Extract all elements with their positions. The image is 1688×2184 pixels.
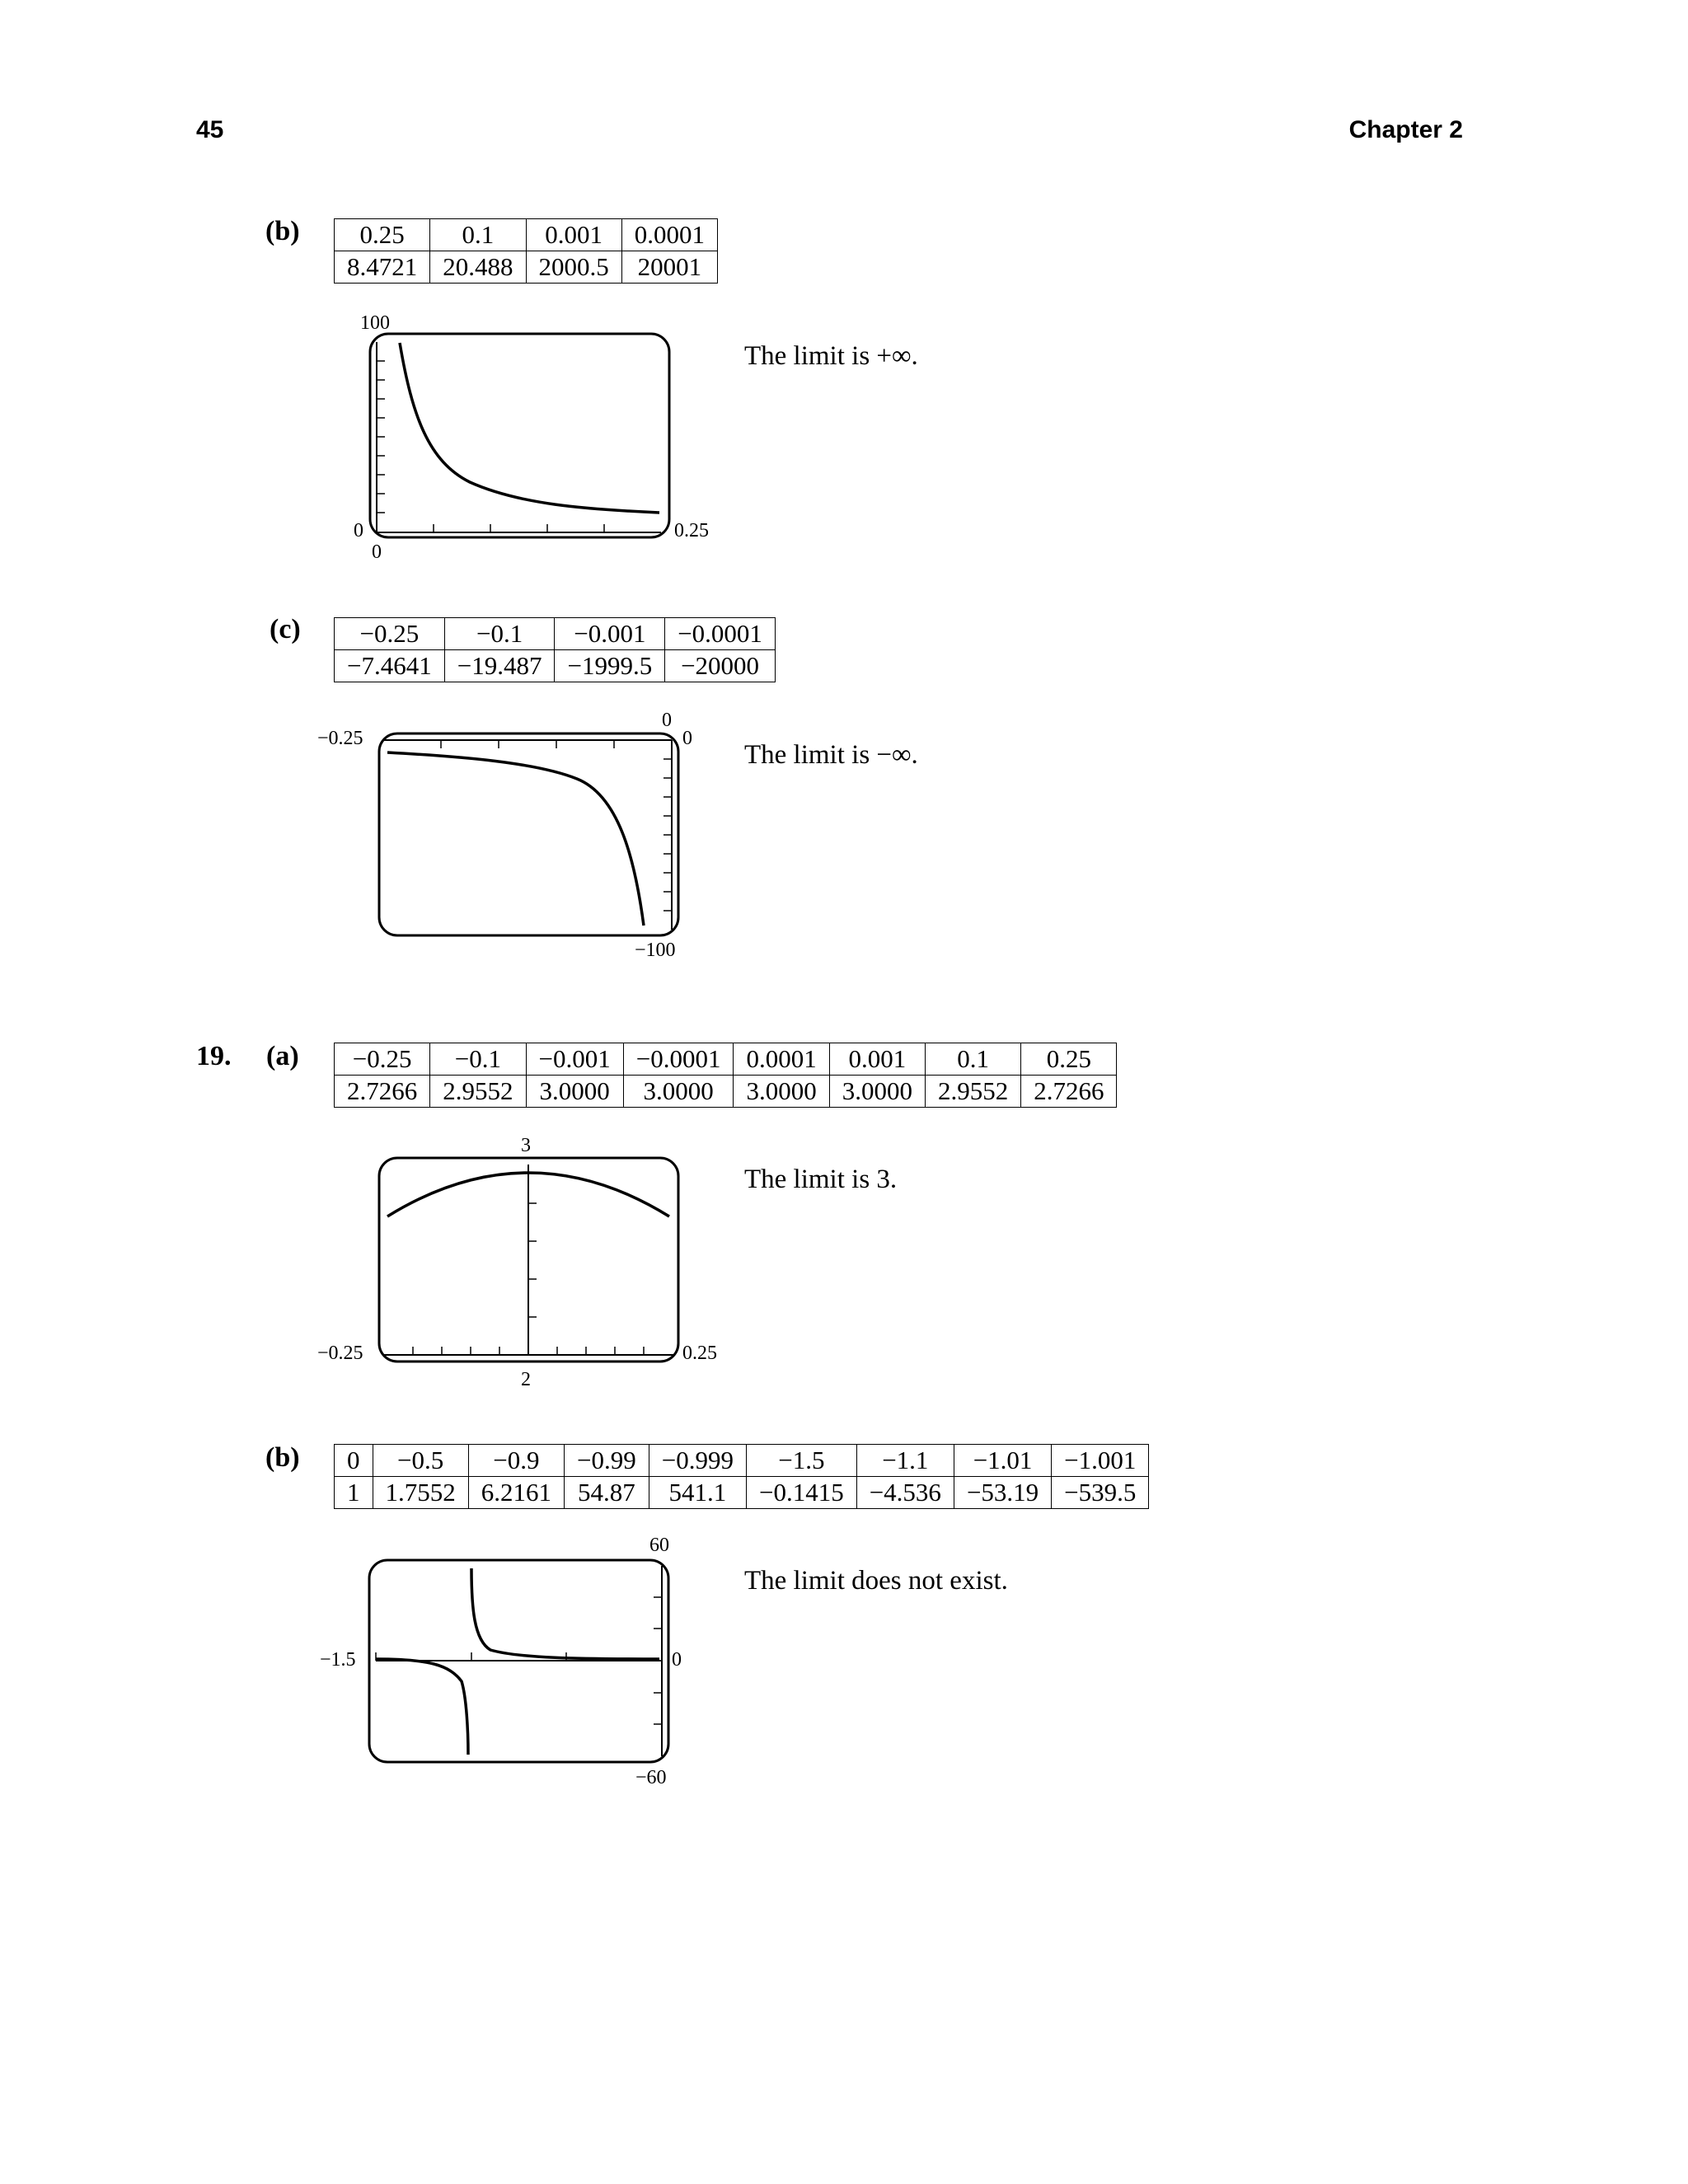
table-cell: 20.488 xyxy=(430,251,526,284)
part-a-label: (a) xyxy=(266,1041,299,1071)
table-cell: 0.25 xyxy=(335,219,430,251)
table-cell: 541.1 xyxy=(649,1477,746,1509)
table-cell: −1.1 xyxy=(856,1445,954,1477)
caption-18c: The limit is −∞. xyxy=(744,740,918,770)
x-max-label: 0 xyxy=(682,728,692,749)
table-cell: −1.01 xyxy=(954,1445,1051,1477)
table-cell: −20000 xyxy=(665,650,776,682)
table-cell: 1.7552 xyxy=(373,1477,468,1509)
part-c-label: (c) xyxy=(270,614,301,644)
function-curve-left xyxy=(376,1659,468,1755)
y-max-label: 60 xyxy=(649,1535,669,1556)
x-min-label: −0.25 xyxy=(317,728,363,749)
table-cell: 0.1 xyxy=(925,1043,1020,1076)
caption-19b: The limit does not exist. xyxy=(744,1566,1008,1596)
x-min-label: −1.5 xyxy=(320,1649,356,1671)
table-cell: −0.0001 xyxy=(665,618,776,650)
page-number: 45 xyxy=(196,116,224,143)
table-cell: 8.4721 xyxy=(335,251,430,284)
table-cell: 2.7266 xyxy=(1021,1076,1117,1108)
table-cell: −0.001 xyxy=(526,1043,623,1076)
x-max-label: 0.25 xyxy=(674,520,709,541)
table-cell: −7.4641 xyxy=(335,650,445,682)
table-cell: 0.0001 xyxy=(734,1043,829,1076)
table-cell: −0.0001 xyxy=(623,1043,734,1076)
table-cell: −539.5 xyxy=(1052,1477,1149,1509)
table-cell: 3.0000 xyxy=(623,1076,734,1108)
table-cell: 1 xyxy=(335,1477,373,1509)
table-cell: −0.1 xyxy=(444,618,555,650)
table-cell: 3.0000 xyxy=(526,1076,623,1108)
table-cell: 2.7266 xyxy=(335,1076,430,1108)
x-min-label: −0.25 xyxy=(317,1343,363,1364)
y-min-label: −100 xyxy=(635,940,676,961)
table-cell: −1999.5 xyxy=(555,650,665,682)
table-cell: 0.001 xyxy=(526,219,621,251)
table-cell: −0.999 xyxy=(649,1445,746,1477)
table-cell: 3.0000 xyxy=(829,1076,925,1108)
table-cell: 2000.5 xyxy=(526,251,621,284)
table-cell: −53.19 xyxy=(954,1477,1051,1509)
caption-19a: The limit is 3. xyxy=(744,1165,898,1194)
table-cell: 0.0001 xyxy=(621,219,717,251)
problem-number: 19. xyxy=(196,1041,232,1071)
table-cell: 54.87 xyxy=(565,1477,649,1509)
table-cell: −19.487 xyxy=(444,650,555,682)
y-min-label: 2 xyxy=(521,1369,531,1390)
table-cell: −1.001 xyxy=(1052,1445,1149,1477)
table-cell: 0.25 xyxy=(1021,1043,1117,1076)
caption-18b: The limit is +∞. xyxy=(744,341,918,371)
y-max-label: 0 xyxy=(662,710,672,731)
table-cell: −0.1 xyxy=(430,1043,526,1076)
table-cell: −4.536 xyxy=(856,1477,954,1509)
table-cell: 20001 xyxy=(621,251,717,284)
table-cell: −0.25 xyxy=(335,1043,430,1076)
y-max-label: 3 xyxy=(521,1135,531,1156)
y-max-label: 100 xyxy=(360,312,390,334)
table-cell: 0.1 xyxy=(430,219,526,251)
function-curve-right xyxy=(471,1568,659,1659)
table-cell: −0.99 xyxy=(565,1445,649,1477)
table-cell: −0.9 xyxy=(468,1445,564,1477)
part-b-label: (b) xyxy=(265,216,300,246)
table-cell: 6.2161 xyxy=(468,1477,564,1509)
table-cell: −0.001 xyxy=(555,618,665,650)
table-cell: 0 xyxy=(335,1445,373,1477)
table-cell: 0.001 xyxy=(829,1043,925,1076)
table-cell: −1.5 xyxy=(746,1445,856,1477)
table-cell: −0.25 xyxy=(335,618,445,650)
table-cell: 2.9552 xyxy=(925,1076,1020,1108)
table-cell: 3.0000 xyxy=(734,1076,829,1108)
x-min-label: 0 xyxy=(372,541,382,563)
y-min-label: 0 xyxy=(354,520,363,541)
y-min-label: −60 xyxy=(635,1767,667,1788)
part-b-label: (b) xyxy=(265,1442,300,1473)
chapter-title: Chapter 2 xyxy=(1348,116,1463,143)
x-max-label: 0.25 xyxy=(682,1343,717,1364)
x-max-label: 0 xyxy=(672,1649,682,1671)
table-cell: 2.9552 xyxy=(430,1076,526,1108)
table-cell: −0.1415 xyxy=(746,1477,856,1509)
table-cell: −0.5 xyxy=(373,1445,468,1477)
